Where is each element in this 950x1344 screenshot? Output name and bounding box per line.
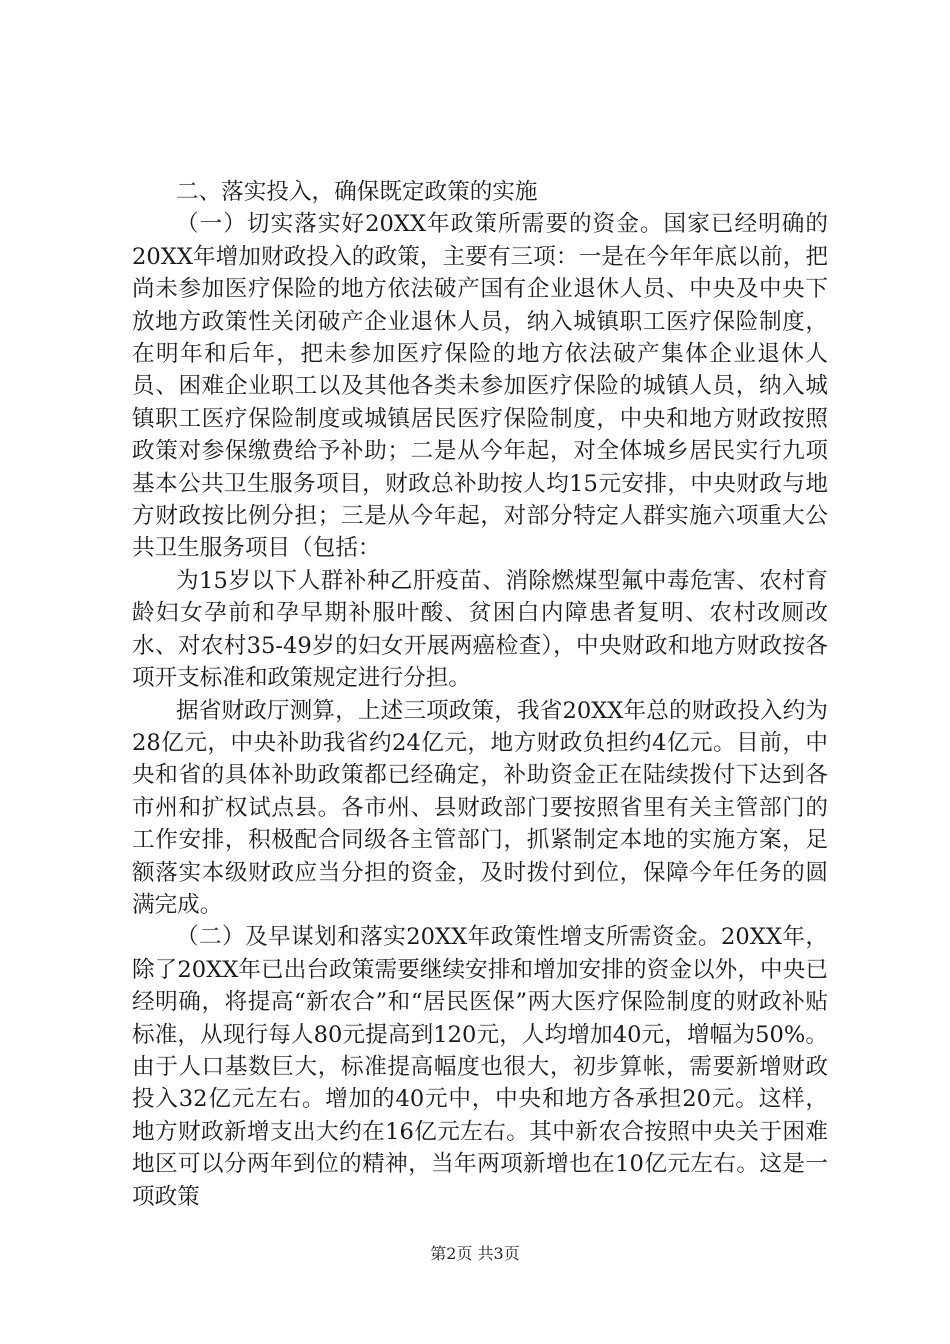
paragraph-funding-2020: （一）切实落实好20XX年政策所需要的资金。国家已经明确的20XX年增加财政投入的政策，主要有三项：一是在今年年底以前，把尚未参加医疗保险的地方依法破产国有企业退休人员、中央及中央下放地方政策性关闭破产企业退休人员，纳入城镇职工医疗保险制度，在明年和后年，把未参加医疗保险的地方依法破产集体企业退休人员、困难企业职工以及其他各类未参加医疗保险的城镇人员，纳入城镇职工医疗保险制度或城镇居民医疗保险制度，中央和地方财政按照政策对参保缴费给予补助；二是从今年起，对全体城乡居民实行九项基本公共卫生服务项目，财政总补助按人均15元安排，中央财政与地方财政按比例分担；三是从今年起，对部分特定人群实施六项重大公共卫生服务项目（包括：	[132, 211, 828, 562]
paragraph-provincial-estimate: 据省财政厅测算，上述三项政策，我省20XX年总的财政投入约为28亿元，中央补助我省约24亿元，地方财政负担约4亿元。目前，中央和省的具体补助政策都已经确定，补助资金正在陆续拨付下达到各市州和扩权试点县。各市州、县财政部门要按照省里有关主管部门的工作安排，积极配合同级各主管部门，抓紧制定本地的实施方案，足额落实本级财政应当分担的资金，及时拨付到位，保障今年任务的圆满完成。	[132, 697, 828, 918]
page-number-label: 第2页 共3页	[430, 1244, 520, 1263]
page-footer	[0, 1244, 950, 1264]
paragraph-public-health-projects: 为15岁以下人群补种乙肝疫苗、消除燃煤型氟中毒危害、农村育龄妇女孕前和孕早期补服叶酸、贫困白内障患者复明、农村改厕改水、对农村35-49岁的妇女开展两癌检查），中央财政和地方财政按各项开支标准和政策规定进行分担。	[132, 567, 828, 692]
document-body	[132, 176, 828, 1213]
section-heading: 二、落实投入，确保既定政策的实施	[176, 179, 538, 205]
paragraph-policy-increase: （二）及早谋划和落实20XX年政策性增支所需资金。20XX年，除了20XX年已出台政策需要继续安排和增加安排的资金以外，中央已经明确，将提高“新农合”和“居民医保”两大医疗保险制度的财政补贴标准，从现行每人80元提高到120元，人均增加40元，增幅为50%。由于人口基数巨大，标准提高幅度也很大，初步算帐，需要新增财政投入32亿元左右。增加的40元中，中央和地方各承担20元。这样，地方财政新增支出大约在16亿元左右。其中新农合按照中央关于困难地区可以分两年到位的精神，当年两项新增也在10亿元左右。这是一项政策	[132, 924, 828, 1210]
